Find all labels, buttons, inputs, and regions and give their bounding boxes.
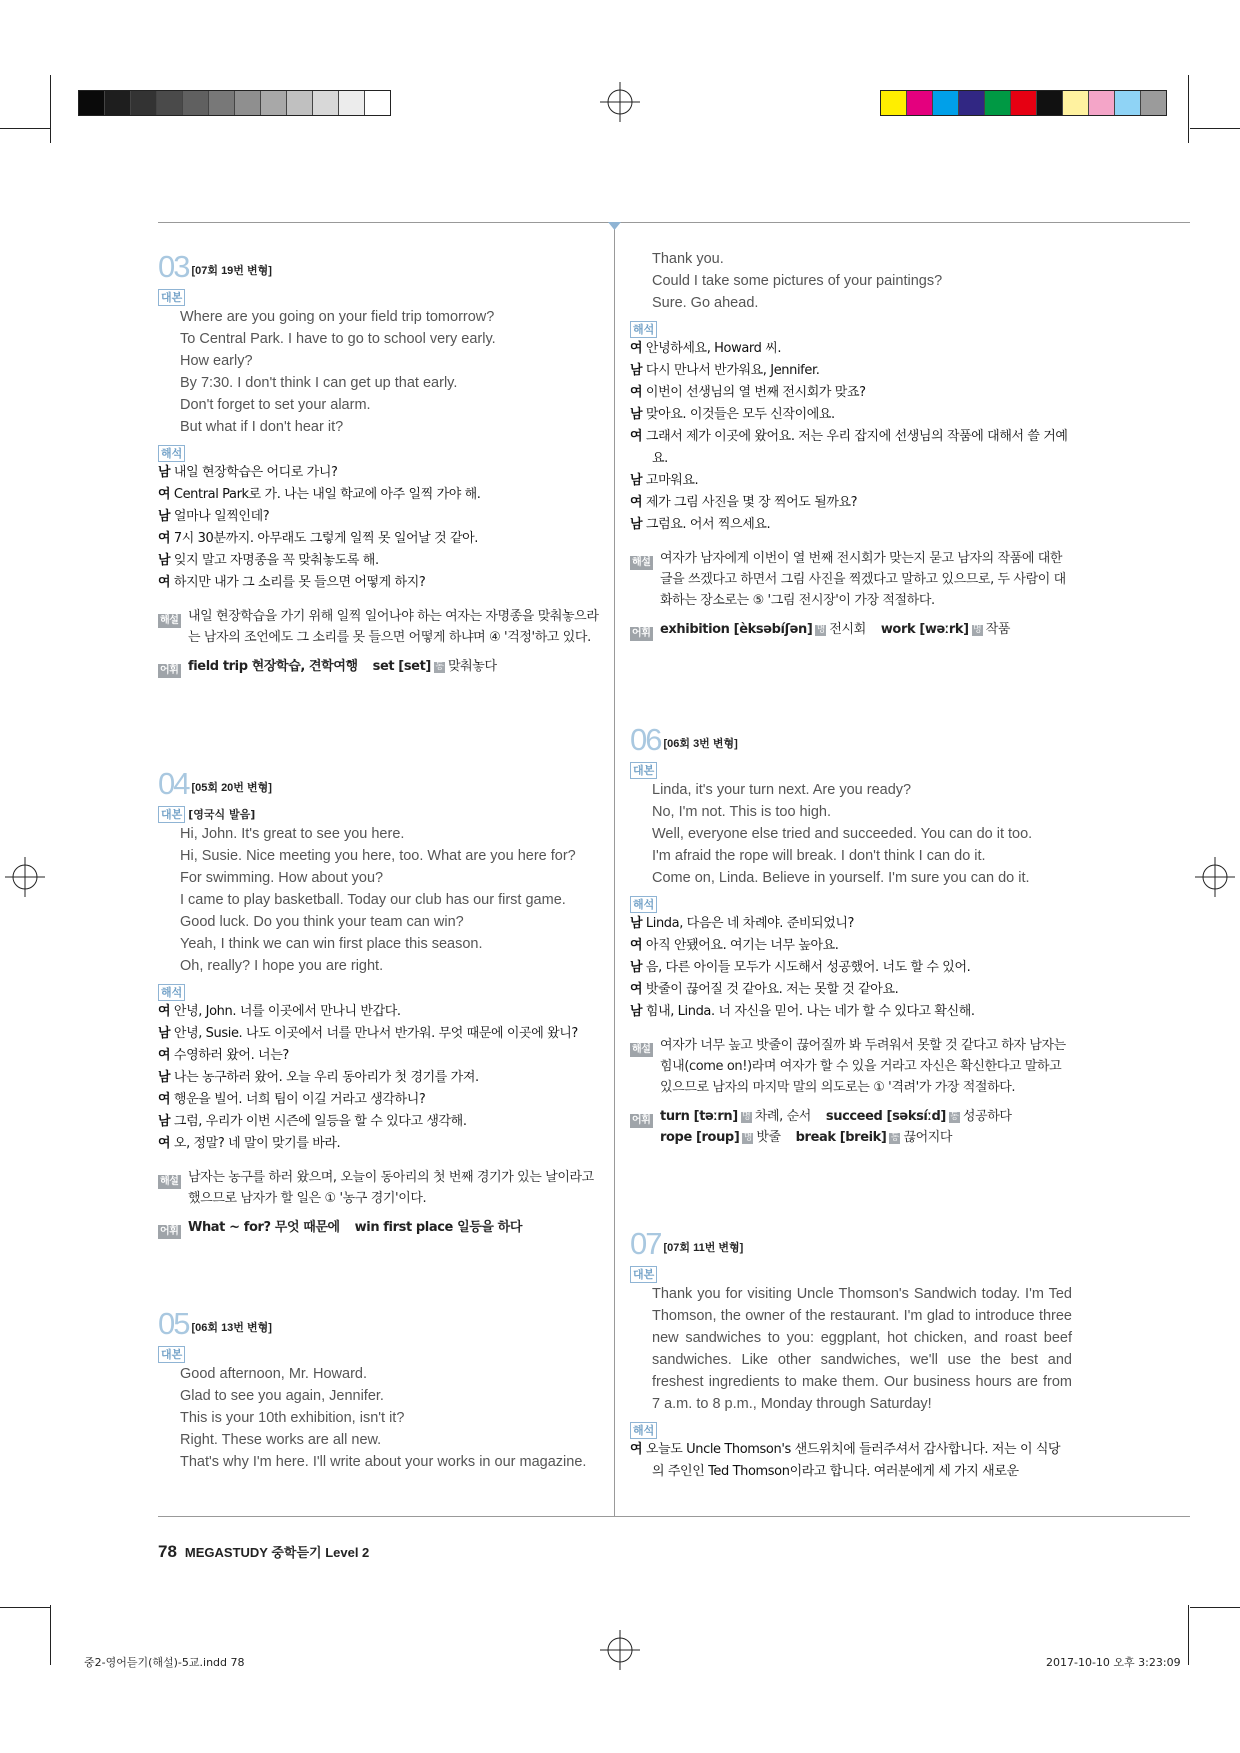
translation-sentence: 밧줄이 끊어질 것 같아요. 저는 못할 것 같아요. [645, 982, 899, 997]
gray-swatch [339, 91, 365, 115]
script-text [652, 248, 1072, 314]
gray-swatch [313, 91, 339, 115]
speaker-label: 남 [630, 517, 643, 532]
gray-swatch [235, 91, 261, 115]
gray-swatch [209, 91, 235, 115]
translation-line [158, 1067, 600, 1089]
bottom-rule [158, 1516, 1190, 1517]
translation-line [630, 1001, 1072, 1023]
vocab-meaning: 작품 [985, 622, 1011, 637]
explanation-text: 남자는 농구를 하러 왔으며, 오늘이 동아리의 첫 번째 경기가 있는 날이라고 했으므로 남자가 할 일은 ① '농구 경기'이다. [188, 1170, 594, 1206]
crop-mark [1188, 1605, 1189, 1665]
speaker-label: 여 [158, 487, 171, 502]
vocab-word: exhibition [èksəbíʃən] [660, 622, 813, 637]
translation-line [158, 462, 600, 484]
color-swatch [907, 91, 933, 115]
script-line: How early? [180, 353, 253, 369]
script-line: Right. These works are all new. [180, 1432, 382, 1448]
crop-mark [1188, 75, 1189, 143]
gray-swatch [79, 91, 105, 115]
translation-sentence: 아직 안됐어요. 여기는 너무 높아요. [645, 938, 839, 953]
script-tag: 대본 [630, 1266, 657, 1283]
translation-line [630, 492, 1072, 514]
color-swatch [1089, 91, 1115, 115]
script-line: Oh, really? I hope you are right. [180, 958, 384, 974]
translation-sentence: 내일 현장학습은 어디로 가니? [173, 465, 338, 480]
vocabulary [630, 619, 1072, 643]
question-source: [06회 13번 변형] [191, 1322, 272, 1334]
crop-mark [1190, 1607, 1240, 1608]
script-text [652, 779, 1072, 889]
page-footer [158, 1542, 369, 1562]
speaker-label: 남 [630, 363, 643, 378]
script-line: Come on, Linda. Believe in yourself. I'm sure you can do it. [652, 870, 1030, 886]
script-line: No, I'm not. This is too high. [652, 804, 831, 820]
question-number: 07 [630, 1226, 661, 1261]
translation-text [158, 462, 600, 594]
gray-swatch [105, 91, 131, 115]
speaker-label: 여 [630, 938, 643, 953]
translation-line [630, 913, 1072, 935]
slug-timestamp: 2017-10-10 오후 3:23:09 [1046, 1656, 1181, 1669]
vocab-word: What ~ for? 무엇 때문에 [188, 1220, 340, 1235]
translation-sentence: 수영하러 왔어. 너는? [173, 1048, 289, 1063]
question-05 [158, 1305, 600, 1473]
translation-line [158, 484, 600, 506]
translation-sentence: Central Park로 가. 나는 내일 학교에 아주 일찍 가야 해. [173, 487, 481, 502]
translation-line [630, 514, 1072, 536]
translation-line [630, 957, 1072, 979]
speaker-label: 여 [630, 1442, 643, 1457]
translation-text [630, 338, 1072, 536]
color-swatch [1037, 91, 1063, 115]
question-source: [05회 20번 변형] [191, 782, 272, 794]
translation-sentence: 제가 그림 사진을 몇 장 찍어도 될까요? [645, 495, 858, 510]
script-line: But what if I don't hear it? [180, 419, 344, 435]
script-text [180, 823, 600, 977]
script-text [180, 306, 600, 438]
explanation [630, 548, 1072, 611]
color-swatch [1115, 91, 1141, 115]
translation-sentence: 다시 만나서 반가워요, Jennifer. [645, 363, 820, 378]
explanation-tag: 해설 [160, 615, 179, 626]
vocab-word: field trip 현장학습, 견학여행 [188, 659, 358, 674]
translation-sentence: 이번이 선생님의 열 번째 전시회가 맞죠? [645, 385, 866, 400]
color-swatch [933, 91, 959, 115]
page-number: 78 [158, 1542, 177, 1561]
translation-line [158, 1111, 600, 1133]
speaker-label: 남 [630, 407, 643, 422]
color-swatch [1063, 91, 1089, 115]
translation-line [630, 935, 1072, 957]
color-swatch [1011, 91, 1037, 115]
speaker-label: 남 [630, 1004, 643, 1019]
translation-sentence: 힘내, Linda. 너 자신을 믿어. 나는 네가 할 수 있다고 확신해. [645, 1004, 975, 1019]
translation-line [630, 979, 1072, 1001]
translation-line [158, 1045, 600, 1067]
color-swatch [1141, 91, 1166, 115]
speaker-label: 여 [158, 1092, 171, 1107]
speaker-label: 여 [630, 385, 643, 400]
speaker-label: 남 [158, 465, 171, 480]
vocab-word: rope [roup] [660, 1130, 740, 1145]
gray-swatch [157, 91, 183, 115]
vocabulary [158, 1217, 600, 1241]
translation-tag: 해석 [630, 1422, 657, 1439]
translation-sentence: 7시 30분까지. 아무래도 그렇게 일찍 못 일어날 것 같아. [173, 531, 479, 546]
speaker-label: 여 [158, 575, 171, 590]
script-line: Yeah, I think we can win first place this season. [180, 936, 483, 952]
translation-sentence: 안녕, Susie. 나도 이곳에서 너를 만나서 반가워. 무엇 때문에 이곳에 왔니? [173, 1026, 578, 1041]
translation-sentence: 맞아요. 이것들은 모두 신작이에요. [645, 407, 835, 422]
translation-line [158, 1001, 600, 1023]
translation-sentence: 그럼요. 어서 찍으세요. [645, 517, 771, 532]
verb-mark: 동 [435, 662, 444, 672]
translation-line [630, 360, 1072, 382]
translation-sentence: 안녕, John. 너를 이곳에서 만나니 반갑다. [173, 1004, 401, 1019]
translation-text [630, 913, 1072, 1023]
translation-tag: 해석 [158, 445, 185, 462]
script-line: Good luck. Do you think your team can win? [180, 914, 464, 930]
script-tag: 대본 [158, 289, 185, 306]
script-line: Where are you going on your field trip tomorrow? [180, 309, 495, 325]
speaker-label: 여 [630, 982, 643, 997]
vocab-word: succeed [səksíːd] [825, 1109, 946, 1124]
speaker-label: 여 [158, 531, 171, 546]
gray-swatch [365, 91, 390, 115]
speaker-label: 남 [158, 1114, 171, 1129]
vocabulary [630, 1106, 1072, 1148]
translation-sentence: 잊지 말고 자명종을 꼭 맞춰놓도록 해. [173, 553, 379, 568]
script-line: For swimming. How about you? [180, 870, 384, 886]
speaker-label: 남 [630, 916, 643, 931]
script-line: Linda, it's your turn next. Are you ready? [652, 782, 912, 798]
script-line: Good afternoon, Mr. Howard. [180, 1366, 367, 1382]
question-number: 04 [158, 766, 189, 801]
column-divider [614, 224, 615, 1516]
explanation [630, 1035, 1072, 1098]
explanation-text: 여자가 남자에게 이번이 열 번째 전시회가 맞는지 묻고 남자의 작품에 대한 글을 쓰겠다고 하면서 그림 사진을 찍겠다고 말하고 있으므로, 두 사람이 대화하는 장소로는 ⑤ '그림 전시장'이 가장 적절하다. [660, 551, 1066, 608]
question-source: [06회 3번 변형] [663, 738, 738, 750]
vocab-word: turn [təːrn] [660, 1109, 738, 1124]
question-source: [07회 11번 변형] [663, 1242, 744, 1254]
top-rule [158, 222, 1190, 223]
translation-line [630, 404, 1072, 426]
gray-swatch [287, 91, 313, 115]
translation-text [158, 1001, 600, 1155]
speaker-label: 남 [630, 473, 643, 488]
vocab-meaning: 밧줄 [756, 1130, 781, 1145]
vocab-meaning: 차례, 순서 [754, 1109, 811, 1124]
question-source: [07회 19번 변형] [191, 265, 272, 277]
vocab-meaning: 끊어지다 [903, 1130, 953, 1145]
speaker-label: 여 [158, 1048, 171, 1063]
translation-line [630, 1439, 1072, 1483]
question-number: 03 [158, 249, 189, 284]
book-title: MEGASTUDY 중학듣기 Level 2 [184, 1545, 370, 1560]
speaker-label: 남 [630, 960, 643, 975]
script-line: I came to play basketball. Today our club has our first game. [180, 892, 566, 908]
speaker-label: 여 [630, 341, 643, 356]
translation-sentence: 음, 다른 아이들 모두가 시도해서 성공했어. 너도 할 수 있어. [645, 960, 971, 975]
script-line: By 7:30. I don't think I can get up that early. [180, 375, 458, 391]
translation-sentence: 고마워요. [645, 473, 699, 488]
grayscale-calibration-bar [78, 90, 391, 116]
translation-line [158, 1089, 600, 1111]
translation-sentence: 그럼, 우리가 이번 시즌에 일등을 할 수 있다고 생각해. [173, 1114, 467, 1129]
translation-sentence: 그래서 제가 이곳에 왔어요. 저는 우리 잡지에 선생님의 작품에 대해서 쓸 거예요. [645, 429, 1068, 466]
gray-swatch [131, 91, 157, 115]
vocabulary-tag: 어휘 [632, 1115, 651, 1126]
vocabulary [158, 656, 600, 680]
script-line: Don't forget to set your alarm. [180, 397, 371, 413]
explanation [158, 1167, 600, 1209]
crop-mark [0, 1607, 50, 1608]
question-07 [630, 1225, 1072, 1483]
speaker-label: 여 [158, 1004, 171, 1019]
script-line: Thank you. [652, 251, 724, 267]
color-swatch [881, 91, 907, 115]
translation-tag: 해석 [158, 984, 185, 1001]
noun-mark: 명 [743, 1133, 753, 1143]
registration-mark-icon [1195, 857, 1235, 897]
script-text [180, 1363, 600, 1473]
vocab-word: win first place 일등을 하다 [354, 1220, 523, 1235]
translation-line [630, 470, 1072, 492]
translation-line [630, 382, 1072, 404]
question-04 [158, 765, 600, 1241]
translation-sentence: 나는 농구하러 왔어. 오늘 우리 동아리가 첫 경기를 가져. [173, 1070, 479, 1085]
translation-tag: 해석 [630, 321, 657, 338]
script-line: I'm afraid the rope will break. I don't think I can do it. [652, 848, 986, 864]
translation-line [158, 550, 600, 572]
explanation-tag: 해설 [632, 557, 651, 568]
crop-mark [0, 128, 50, 129]
translation-sentence: 하지만 내가 그 소리를 못 들으면 어떻게 하지? [173, 575, 426, 590]
vocabulary-tag: 어휘 [160, 665, 179, 676]
translation-line [630, 338, 1072, 360]
script-line: Well, everyone else tried and succeeded. You can do it too. [652, 826, 1033, 842]
translation-sentence: 얼마나 일찍인데? [173, 509, 270, 524]
slug-filename: 중2-영어듣기(해설)-5교.indd 78 [84, 1656, 245, 1669]
verb-mark: 동 [890, 1133, 900, 1143]
explanation [158, 606, 600, 648]
registration-mark-icon [600, 1630, 640, 1670]
question-number: 06 [630, 722, 661, 757]
question-03 [158, 248, 600, 680]
explanation-tag: 해설 [632, 1044, 651, 1055]
script-text: Thank you for visiting Uncle Thomson's Sandwich today. I'm Ted Thomson, the owner of the restaurant. I'm glad to introduce three new sandwiches to you: eggplant, hot chicken, and roast beef sandwiches. Like other sandwiches, we'll use the best and freshest ingredients to make them. Our business hours are from 7 a.m. to 8 p.m., Monday through Saturday! [652, 1286, 1072, 1412]
translation-line [158, 506, 600, 528]
vocab-word: set [set] [372, 659, 431, 674]
gray-swatch [261, 91, 287, 115]
translation-sentence: 오늘도 Uncle Thomson's 샌드위치에 들러주셔서 감사합니다. 저는 이 식당의 주인인 Ted Thomson이라고 합니다. 여러분에게 세 가지 새로운 [645, 1442, 1061, 1479]
question-06 [630, 721, 1072, 1148]
translation-sentence: 오, 정말? 네 말이 맞기를 바라. [173, 1136, 341, 1151]
translation-sentence: 행운을 빌어. 너희 팀이 이길 거라고 생각하니? [173, 1092, 426, 1107]
script-line: Hi, Susie. Nice meeting you here, too. What are you here for? [180, 848, 576, 864]
translation-line [630, 426, 1072, 470]
speaker-label: 남 [158, 1070, 171, 1085]
speaker-label: 남 [158, 553, 171, 568]
color-calibration-bar [880, 90, 1167, 116]
vocab-meaning: 맞춰놓다 [447, 659, 497, 674]
vocab-word: work [wəːrk] [880, 622, 969, 637]
color-swatch [985, 91, 1011, 115]
color-swatch [959, 91, 985, 115]
question-05-continued [630, 248, 1072, 643]
speaker-label: 여 [158, 1136, 171, 1151]
vocab-word: break [breik] [795, 1130, 887, 1145]
left-column [158, 248, 600, 1470]
explanation-text: 여자가 너무 높고 밧줄이 끊어질까 봐 두려워서 못할 것 같다고 하자 남자는 힘내(come on!)라며 여자가 할 수 있을 거라고 자신은 확신한다고 말하고 있으므로 남자의 마지막 말의 의도로는 ① '격려'가 가장 적절하다. [660, 1038, 1066, 1095]
speaker-label: 남 [158, 1026, 171, 1041]
vocabulary-tag: 어휘 [160, 1226, 179, 1237]
crop-mark [50, 75, 51, 143]
script-line: Could I take some pictures of your paintings? [652, 273, 943, 289]
speaker-label: 남 [158, 509, 171, 524]
registration-mark-icon [600, 82, 640, 122]
script-line: Hi, John. It's great to see you here. [180, 826, 405, 842]
vocab-meaning: 성공하다 [962, 1109, 1012, 1124]
noun-mark: 명 [742, 1112, 751, 1122]
script-tag: 대본 [630, 762, 657, 779]
translation-line [158, 1133, 600, 1155]
vocabulary-tag: 어휘 [632, 628, 651, 639]
explanation-text: 내일 현장학습을 가기 위해 일찍 일어나야 하는 여자는 자명종을 맞춰놓으라는 남자의 조언에도 그 소리를 못 들으면 어떻게 하냐며 ④ '걱정'하고 있다. [188, 609, 599, 645]
question-number: 05 [158, 1306, 189, 1341]
translation-line [158, 572, 600, 594]
script-tag: 대본 [158, 806, 185, 823]
script-line: This is your 10th exhibition, isn't it? [180, 1410, 405, 1426]
translation-sentence: 안녕하세요, Howard 씨. [645, 341, 782, 356]
gray-swatch [183, 91, 209, 115]
registration-mark-icon [5, 857, 45, 897]
translation-line [158, 528, 600, 550]
explanation-tag: 해설 [160, 1176, 179, 1187]
translation-sentence: Linda, 다음은 네 차례야. 준비되었니? [645, 916, 855, 931]
noun-mark: 명 [816, 625, 826, 635]
crop-mark [1190, 128, 1240, 129]
script-line: To Central Park. I have to go to school very early. [180, 331, 496, 347]
accent-note: [영국식 발음] [188, 808, 256, 821]
noun-mark: 명 [973, 625, 982, 635]
script-line: Glad to see you again, Jennifer. [180, 1388, 384, 1404]
triangle-marker-icon [608, 222, 621, 230]
translation-tag: 해석 [630, 896, 657, 913]
translation-line [158, 1023, 600, 1045]
vocab-meaning: 전시회 [829, 622, 866, 637]
verb-mark: 동 [950, 1112, 959, 1122]
script-tag: 대본 [158, 1346, 185, 1363]
script-line: That's why I'm here. I'll write about your works in our magazine. [180, 1454, 587, 1470]
speaker-label: 여 [630, 429, 643, 444]
crop-mark [50, 1605, 51, 1665]
speaker-label: 여 [630, 495, 643, 510]
script-line: Sure. Go ahead. [652, 295, 759, 311]
translation-text [630, 1439, 1072, 1483]
